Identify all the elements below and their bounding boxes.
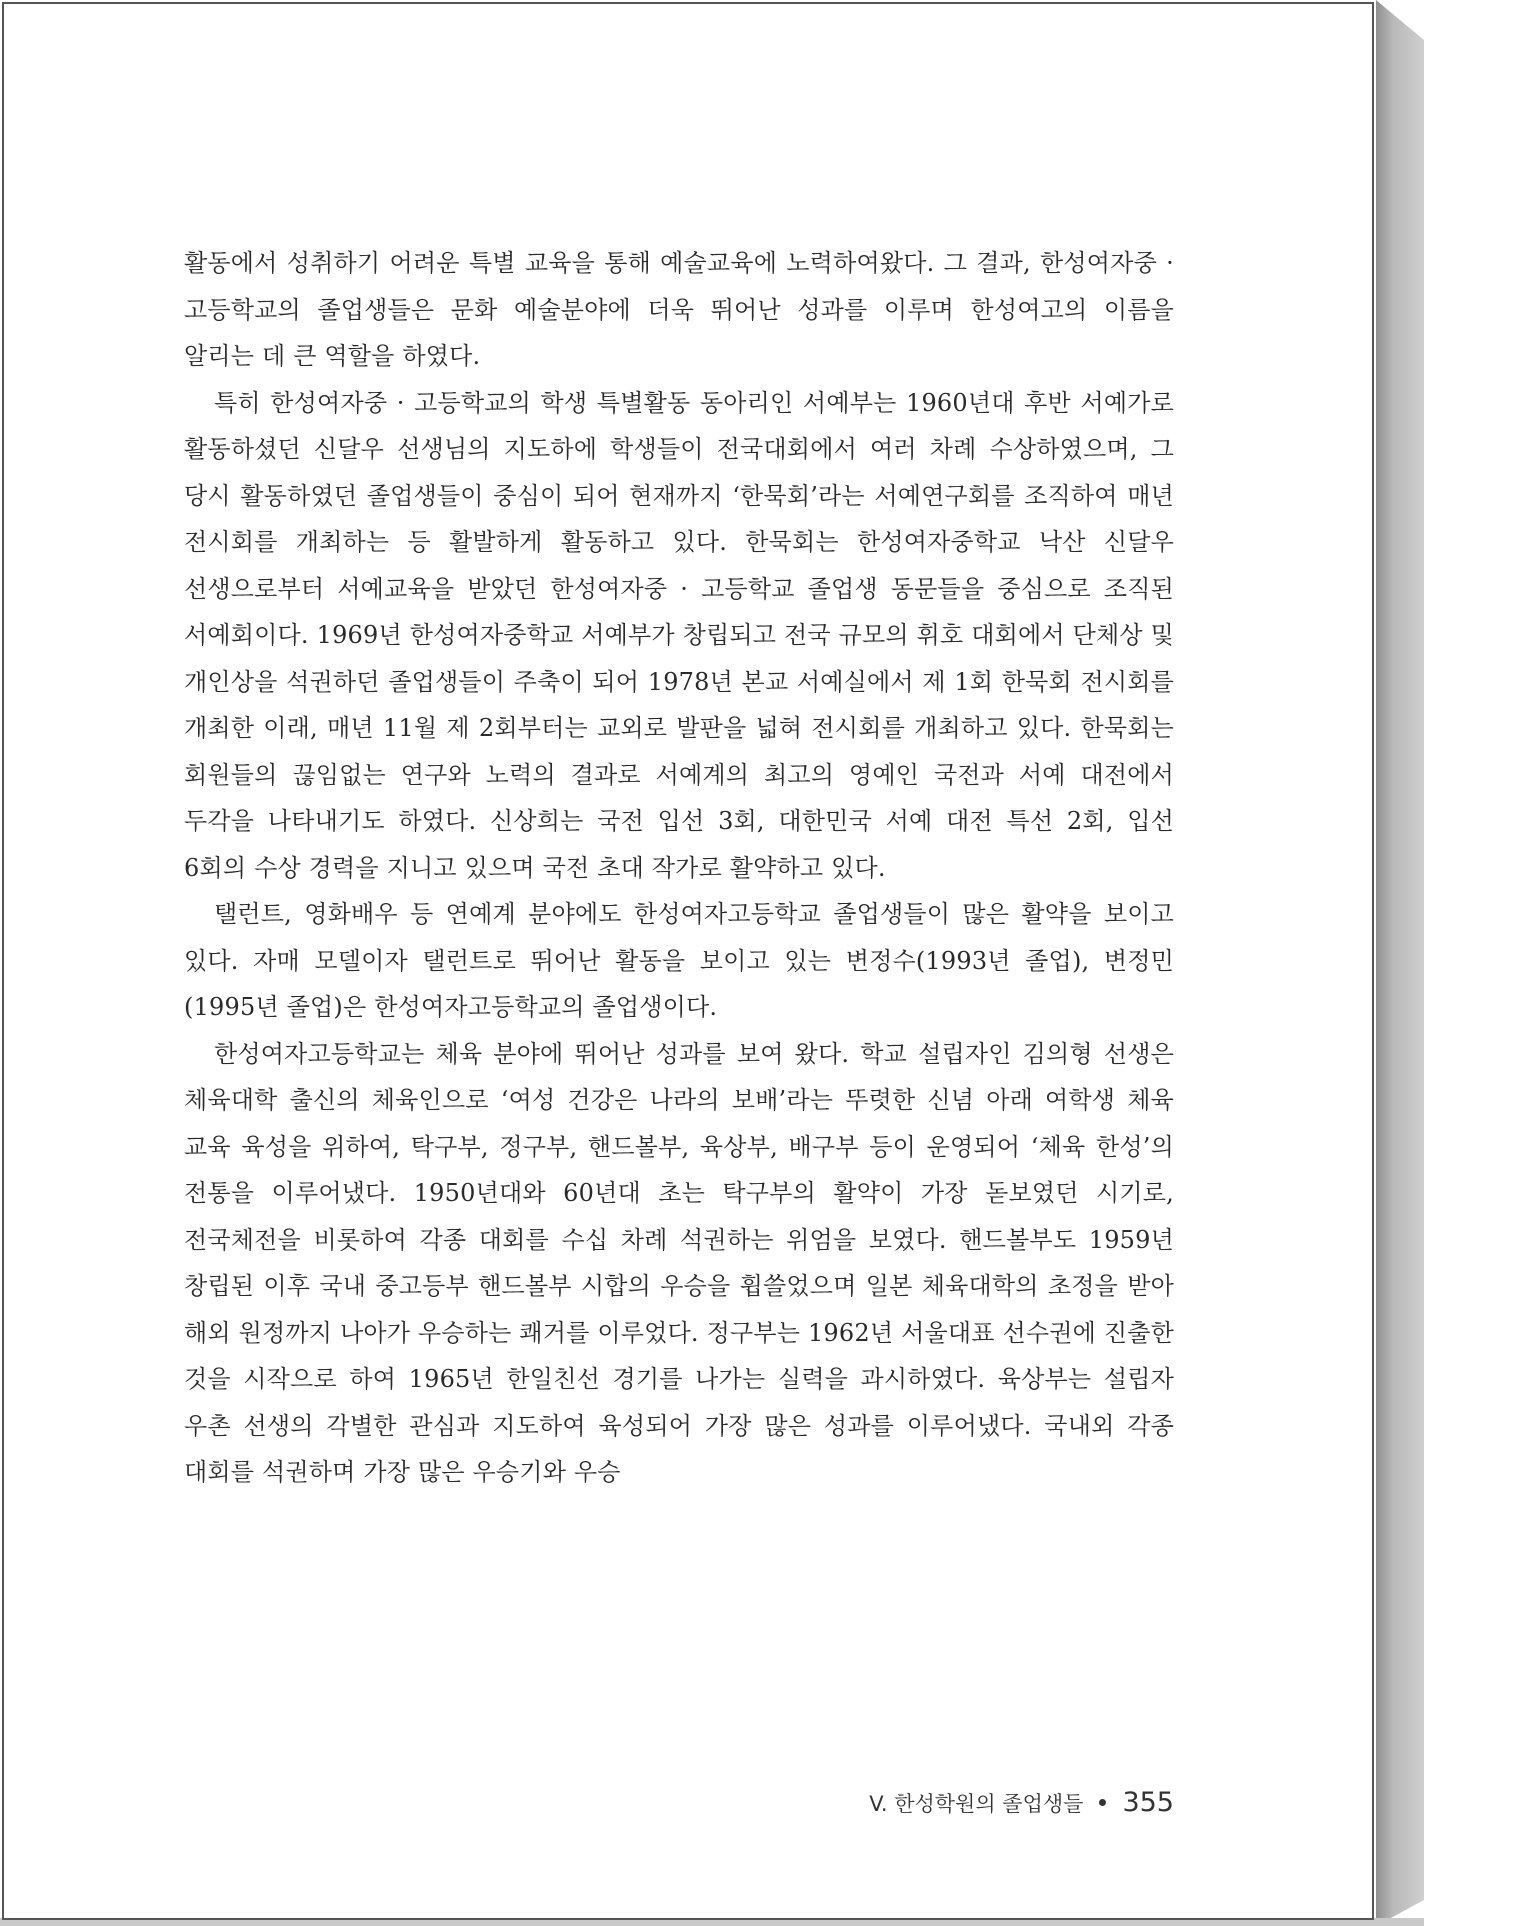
paragraph-entertainment: 탤런트, 영화배우 등 연예계 분야에도 한성여자고등학교 졸업생들이 많은 활약을 보이고 있다. 자매 모델이자 탤런트로 뛰어난 활동을 보이고 있는 변정수(1993년 졸업), 변정민(1995년 졸업)은 한성여자고등학교의 졸업생이다. bbox=[184, 900, 1174, 1021]
bullet-dot-icon bbox=[1099, 1799, 1106, 1806]
book-page bbox=[2, 2, 1374, 1920]
page-number: 355 bbox=[1122, 1787, 1174, 1818]
running-footer-section: V. 한성학원의 졸업생들 bbox=[869, 1791, 1084, 1816]
page-body bbox=[184, 240, 1174, 1496]
page-footer bbox=[869, 1787, 1174, 1818]
paragraph-continuation: 활동에서 성취하기 어려운 특별 교육을 통해 예술교육에 노력하여왔다. 그 결과, 한성여자중 · 고등학교의 졸업생들은 문화 예술분야에 더욱 뛰어난 성과를 이루며 한성여고의 이름을 알리는 데 큰 역할을 하였다. bbox=[184, 249, 1174, 370]
paragraph-calligraphy-club: 특히 한성여자중 · 고등학교의 학생 특별활동 동아리인 서예부는 1960년대 후반 서예가로 활동하셨던 신달우 선생님의 지도하에 학생들이 전국대회에서 여러 차례 수상하였으며, 그 당시 활동하였던 졸업생들이 중심이 되어 현재까지 ‘한묵회’라는 서예연구회를 조직하여 매년 전시회를 개최하는 등 활발하게 활동하고 있다. 한묵회는 한성여자중학교 낙산 신달우 선생으로부터 서예교육을 받았던 한성여자중 · 고등학교 졸업생 동문들을 중심으로 조직된 서예회이다. 1969년 한성여자중학교 서예부가 창립되고 전국 규모의 휘호 대회에서 단체상 및 개인상을 석권하던 졸업생들이 주축이 되어 1978년 본교 서예실에서 제 1회 한묵회 전시회를 개최한 이래, 매년 11월 제 2회부터는 교외로 발판을 넓혀 전시회를 개최하고 있다. 한묵회는 회원들의 끊임없는 연구와 노력의 결과로 서예계의 최고의 영예인 국전과 서예 대전에서 두각을 나타내기도 하였다. 신상희는 국전 입선 3회, 대한민국 서예 대전 특선 2회, 입선 6회의 수상 경력을 지니고 있으며 국전 초대 작가로 활약하고 있다. bbox=[184, 388, 1174, 882]
paragraph-athletics: 한성여자고등학교는 체육 분야에 뛰어난 성과를 보여 왔다. 학교 설립자인 김의형 선생은 체육대학 출신의 체육인으로 ‘여성 건강은 나라의 보배’라는 뚜렷한 신념 아래 여학생 체육 교육 육성을 위하여, 탁구부, 정구부, 핸드볼부, 육상부, 배구부 등이 운영되어 ‘체육 한성’의 전통을 이루어냈다. 1950년대와 60년대 초는 탁구부의 활약이 가장 돋보였던 시기로, 전국체전을 비롯하여 각종 대회를 수십 차례 석권하는 위엄을 보였다. 핸드볼부도 1959년 창립된 이후 국내 중고등부 핸드볼부 시합의 우승을 휩쓸었으며 일본 체육대학의 초정을 받아 해외 원정까지 나아가 우승하는 쾌거를 이루었다. 정구부는 1962년 서울대표 선수권에 진출한 것을 시작으로 하여 1965년 한일친선 경기를 나가는 실력을 과시하였다. 육상부는 설립자 우촌 선생의 각별한 관심과 지도하여 육성되어 가장 많은 성과를 이루어냈다. 국내외 각종 대회를 석권하며 가장 많은 우승기와 우승 bbox=[184, 1039, 1174, 1486]
page-stack-edge bbox=[1376, 0, 1424, 1926]
